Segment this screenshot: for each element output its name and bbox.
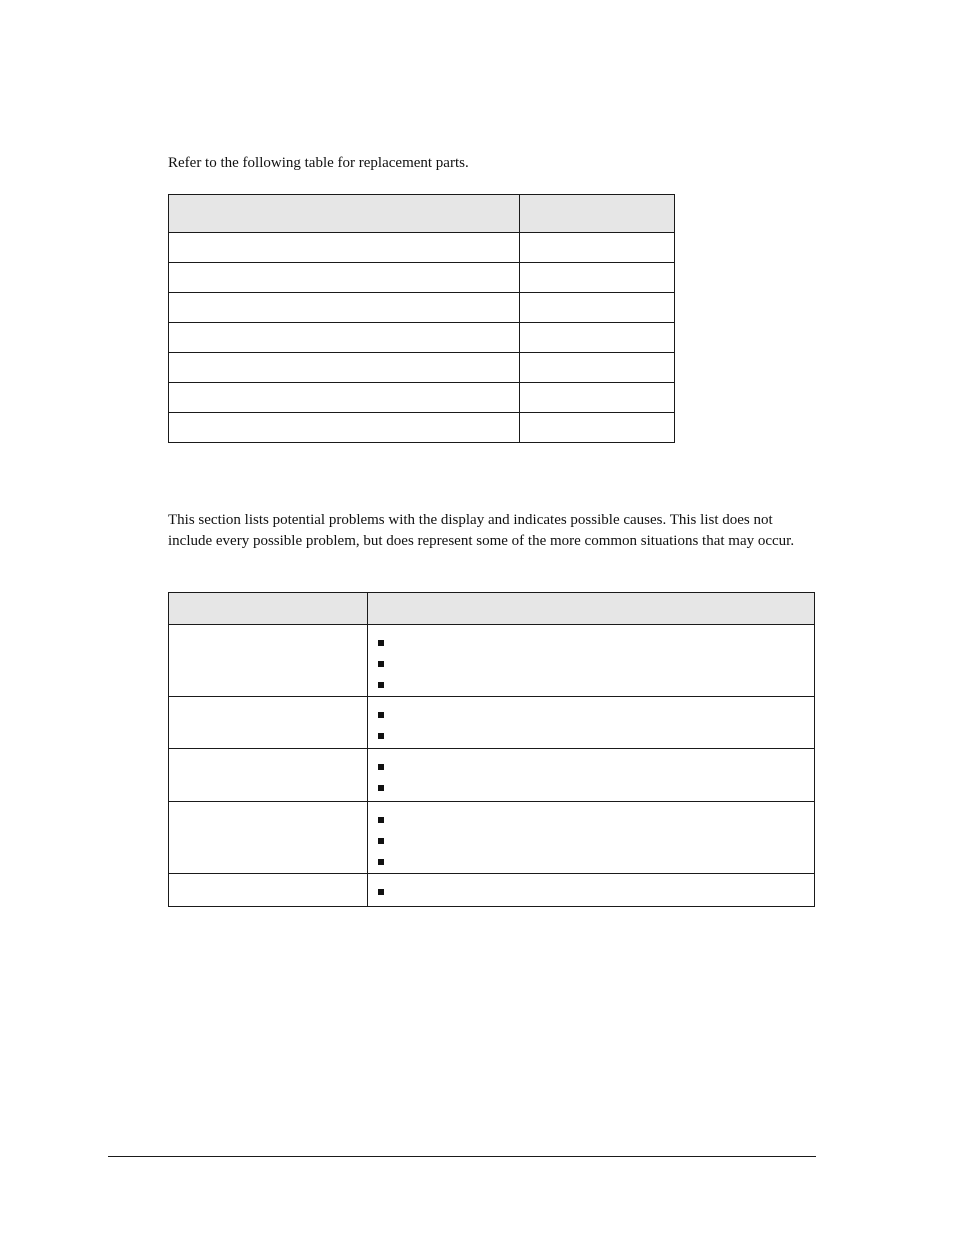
bullet-icon — [378, 889, 384, 895]
bullet-icon — [378, 712, 384, 718]
table-row — [169, 383, 675, 413]
list-item — [377, 705, 814, 726]
table-cell — [169, 383, 520, 413]
table-row — [169, 802, 815, 874]
problem-cell — [169, 749, 368, 802]
causes-list — [377, 705, 814, 747]
list-item — [377, 726, 814, 747]
list-item — [377, 882, 814, 903]
table-header-row — [169, 195, 675, 233]
causes-cell — [368, 697, 815, 749]
causes-cell — [368, 749, 815, 802]
table-cell — [520, 263, 675, 293]
table-row — [169, 874, 815, 907]
bullet-icon — [378, 661, 384, 667]
problem-cell — [169, 874, 368, 907]
table-cell — [169, 323, 520, 353]
bullet-icon — [378, 764, 384, 770]
table-row — [169, 413, 675, 443]
causes-cell — [368, 625, 815, 697]
table-row — [169, 749, 815, 802]
causes-list — [377, 882, 814, 903]
table-header-row — [169, 593, 815, 625]
header-cell-problem — [169, 593, 368, 625]
bullet-icon — [378, 817, 384, 823]
table-row — [169, 353, 675, 383]
replacement-parts-table — [168, 194, 675, 443]
problem-cell — [169, 697, 368, 749]
list-item — [377, 654, 814, 675]
bullet-icon — [378, 733, 384, 739]
table-cell — [520, 293, 675, 323]
footer-divider — [108, 1156, 816, 1157]
bullet-icon — [378, 682, 384, 688]
list-item — [377, 633, 814, 654]
table-cell — [520, 233, 675, 263]
header-cell-description — [169, 195, 520, 233]
list-item — [377, 778, 814, 799]
list-item — [377, 810, 814, 831]
causes-cell — [368, 802, 815, 874]
table-cell — [169, 293, 520, 323]
table-cell — [169, 413, 520, 443]
problem-cell — [169, 802, 368, 874]
header-cell-part-number — [520, 195, 675, 233]
table-row — [169, 293, 675, 323]
bullet-icon — [378, 640, 384, 646]
table-row — [169, 263, 675, 293]
table-cell — [169, 353, 520, 383]
bullet-icon — [378, 859, 384, 865]
table-row — [169, 697, 815, 749]
bullet-icon — [378, 785, 384, 791]
header-cell-causes — [368, 593, 815, 625]
table-cell — [520, 413, 675, 443]
table-row — [169, 323, 675, 353]
table-cell — [520, 323, 675, 353]
list-item — [377, 831, 814, 852]
troubleshooting-intro: This section lists potential problems with the display and indicates possible causes. This list does not include every possible problem, but does represent some of the more common situations that may occur. — [168, 512, 795, 549]
causes-cell — [368, 874, 815, 907]
list-item — [377, 852, 814, 873]
causes-list — [377, 633, 814, 696]
problem-cell — [169, 625, 368, 697]
replacement-parts-intro: Refer to the following table for replacement parts. — [168, 155, 469, 171]
table-cell — [169, 233, 520, 263]
bullet-icon — [378, 838, 384, 844]
list-item — [377, 675, 814, 696]
table-row — [169, 233, 675, 263]
table-row — [169, 625, 815, 697]
causes-list — [377, 757, 814, 799]
table-cell — [169, 263, 520, 293]
troubleshooting-table — [168, 592, 815, 907]
table-cell — [520, 353, 675, 383]
causes-list — [377, 810, 814, 873]
table-cell — [520, 383, 675, 413]
list-item — [377, 757, 814, 778]
